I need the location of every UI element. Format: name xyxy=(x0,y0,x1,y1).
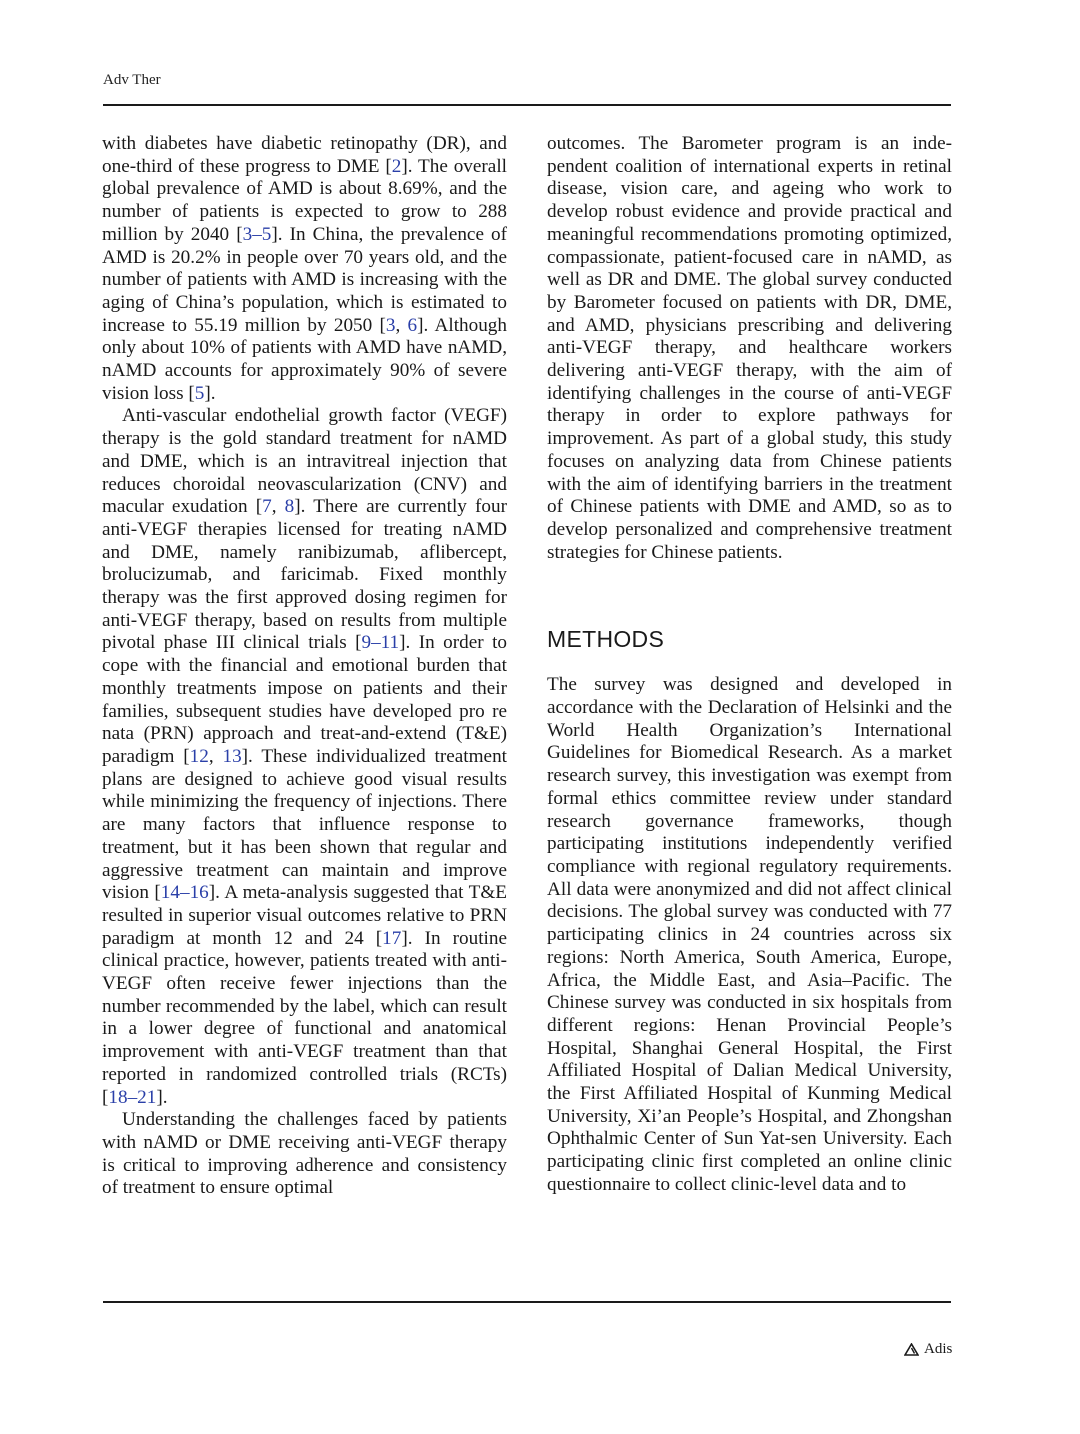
text-run: , xyxy=(271,496,285,518)
citation-link[interactable]: 3 xyxy=(385,314,396,336)
citation-link[interactable]: 5 xyxy=(194,382,205,404)
text-run: , xyxy=(395,314,408,336)
citation-link[interactable]: 14–16 xyxy=(160,882,209,904)
left-column xyxy=(102,133,507,1200)
header-rule xyxy=(103,104,951,106)
citation-link[interactable]: 7 xyxy=(262,496,272,518)
right-column xyxy=(547,133,952,1197)
text-run: ]. xyxy=(204,382,216,404)
adis-triangle-icon xyxy=(904,1343,919,1356)
publisher-name: Adis xyxy=(924,1341,953,1357)
text-run: ]. In order to cope with the financial and emotional burden that monthly treatments impose on patients and their families, subsequent studies have developed pro re nata (PRN) approach and treat-and-extend (T&E) paradigm [ xyxy=(102,632,507,767)
text-run: ]. In routine clinical practice, however, patients treated with anti-VEGF often receive fewer injections than the number recommended by the label, which can result in a lower degree of functional and anatomical improvement with anti-VEGF treatment than that reported in randomized controlled trials (RCTs) [ xyxy=(102,927,507,1108)
citation-link[interactable]: 17 xyxy=(382,927,402,949)
paragraph xyxy=(102,1109,507,1200)
text-run: ]. Although only about 10% of patients with AMD have nAMD, nAMD accounts for approximately 90% of severe vision loss [ xyxy=(102,314,507,404)
paragraph xyxy=(102,405,507,1109)
publisher-mark xyxy=(904,1341,952,1358)
text-run: ]. In China, the prevalence of AMD is 20.2% in people over 70 years old, and the number of patients with AMD is increasing with the aging of China’s population, which is estimated to increase to 55.19 million by 2050 [ xyxy=(102,223,508,336)
running-header: Adv Ther xyxy=(103,72,161,88)
citation-link[interactable]: 6 xyxy=(407,314,418,336)
text-run: Understanding the challenges faced by patients with nAMD or DME receiving anti-VEGF therapy is critical to improving adherence and consistency of treatment to ensure optimal xyxy=(102,1109,507,1199)
citation-link[interactable]: 9–11 xyxy=(361,632,400,654)
citation-link[interactable]: 2 xyxy=(391,155,402,177)
citation-link[interactable]: 13 xyxy=(222,745,242,767)
text-run: Anti-vascular endothelial growth factor (VEGF) therapy is the gold standard treatment for nAMD and DME, which is an intravitreal injection that reduces choroidal neovascularization (CNV) and macular exudation [ xyxy=(102,405,507,518)
section-heading-methods: METHODS xyxy=(547,626,665,653)
paragraph: The survey was designed and developed in accordance with the Declaration of Helsinki and the World Health Organization’s International Guidelines for Biomedical Research. As a market research survey, this investigation was exempt from formal ethics committee review under standard research governance frameworks, though participating institutions independently verified compliance with regional regulatory requirements. All data were anonymized and did not affect clinical decisions. The global survey was conducted with 77 participating clinics in 24 countries across six regions: North America, South America, Europe, Africa, the Middle East, and Asia–Pacific. The Chinese survey was conducted in six hospitals from different regions: Henan Provincial People’s Hospital, Shanghai General Hospital, the First Affiliated Hospital of Dalian Medical University, the First Affiliated Hospital of Kunming Medical University, Xi’an People’s Hospital, and Zhongshan Ophthalmic Center of Sun Yat-sen University. Each participating clinic first completed an online clinic questionnaire to collect clinic-level data and to xyxy=(547,674,952,1195)
paragraph xyxy=(102,133,507,405)
footer-rule xyxy=(103,1301,951,1303)
text-run: ]. A meta-analysis suggested that T&E resulted in superior visual outcomes relative to PRN paradigm at month 12 and 24 [ xyxy=(102,882,507,949)
paragraph: outcomes. The Barometer program is an independent coalition of international experts in retinal disease, vision care, and ageing who work to develop robust evidence and provide practical and meaningful recommendations promoting optimized, compassionate, patient-focused care in nAMD, as well as DR and DME. The global survey conducted by Barometer focused on patients with DR, DME, and AMD, physicians prescribing and delivering anti-VEGF therapy, and healthcare workers delivering anti-VEGF therapy, with the aim of identifying challenges in the course of anti-VEGF therapy in order to explore pathways for improvement. As part of a global study, this study focuses on analyzing data from Chinese patients with the aim of identifying barriers in the treatment of Chinese patients with DME and AMD, so as to develop personalized and comprehensive treatment strategies for Chinese patients. xyxy=(547,133,952,563)
text-run: ]. xyxy=(156,1086,168,1108)
text-run: ]. These individualized treatment plans are designed to achieve good visual results while minimizing the frequency of injections. There are many factors that influence response to treatment, but it has been shown that regular and aggressive treatment can maintain and improve vision [ xyxy=(102,745,507,904)
citation-link[interactable]: 18–21 xyxy=(108,1086,157,1108)
text-run: , xyxy=(208,745,223,767)
citation-link[interactable]: 3–5 xyxy=(242,223,272,245)
citation-link[interactable]: 12 xyxy=(189,745,209,767)
text-run: ]. There are currently four anti-VEGF therapies licensed for treating nAMD and DME, namely ranibizumab, aflibercept, brolucizumab, and faricimab. Fixed monthly therapy was the first approved dosing regimen for anti-VEGF therapy, based on results from multiple pivotal phase III clinical trials [ xyxy=(102,496,507,654)
text-run: with diabetes have diabetic retinopathy (DR), and one-third of these progress to DME [ xyxy=(102,133,507,177)
citation-link[interactable]: 8 xyxy=(284,496,295,518)
text-run: ]. The overall global prevalence of AMD is about 8.69%, and the number of patients is expected to grow to 288 million by 2040 [ xyxy=(102,155,507,245)
